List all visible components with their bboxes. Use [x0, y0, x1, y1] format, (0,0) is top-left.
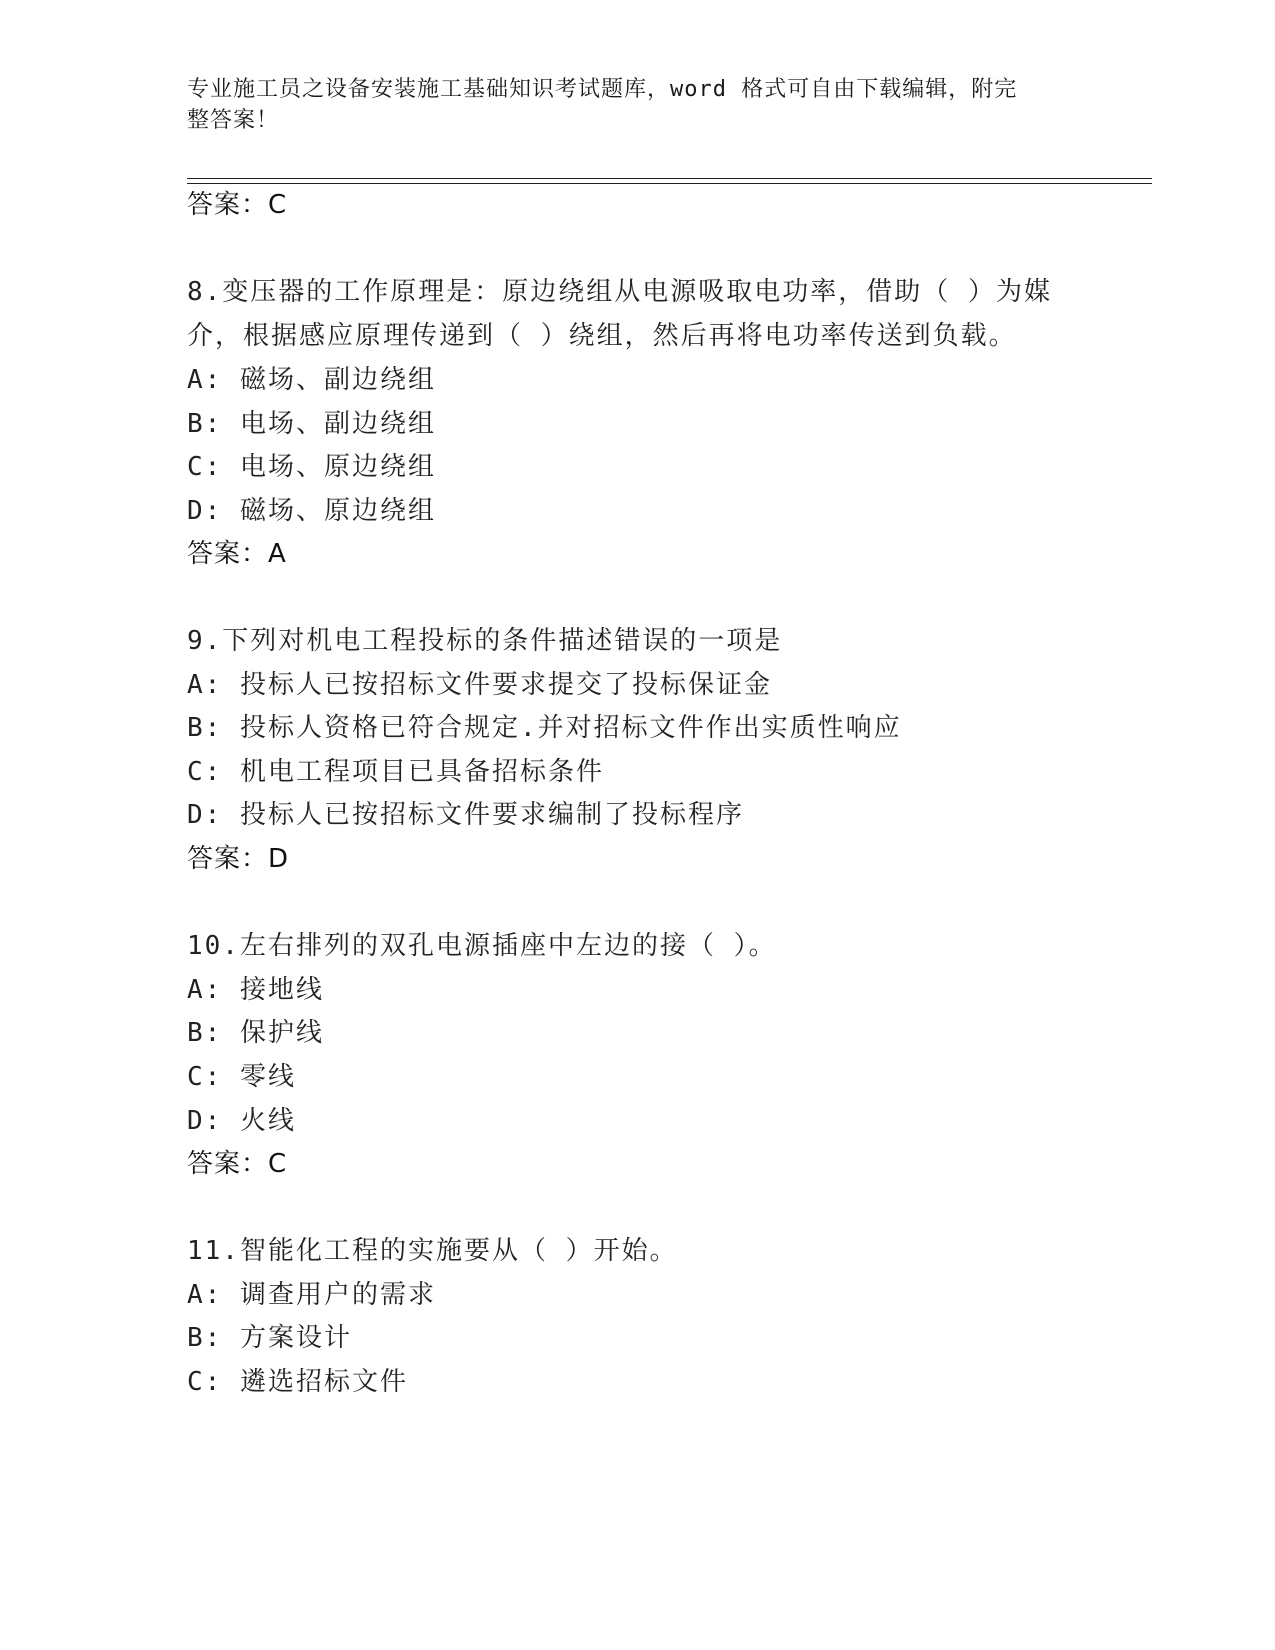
option-b: B: 投标人资格已符合规定.并对招标文件作出实质性响应	[187, 713, 902, 743]
option-a: A: 接地线	[187, 975, 324, 1005]
answer-label: 答案：A	[187, 539, 287, 569]
option-c: C: 电场、原边绕组	[187, 452, 436, 482]
question-stem-continued: 介，根据感应原理传递到（ ）绕组，然后再将电功率传送到负载。	[187, 321, 1017, 351]
option-a: A: 投标人已按招标文件要求提交了投标保证金	[187, 670, 772, 700]
option-c: C: 零线	[187, 1062, 296, 1092]
question-stem: 11.智能化工程的实施要从（ ）开始。	[187, 1236, 678, 1266]
option-c: C: 遴选招标文件	[187, 1367, 408, 1397]
question-stem: 9.下列对机电工程投标的条件描述错误的一项是	[187, 626, 783, 656]
answer-label: 答案：C	[187, 190, 288, 220]
option-a: A: 磁场、副边绕组	[187, 365, 436, 395]
document-header	[187, 74, 1067, 136]
header-divider-top	[187, 178, 1152, 179]
option-d: D: 磁场、原边绕组	[187, 496, 436, 526]
answer-label: 答案：D	[187, 844, 290, 874]
option-b: B: 方案设计	[187, 1323, 352, 1353]
question-stem: 10.左右排列的双孔电源插座中左边的接（ ）。	[187, 931, 777, 961]
option-c: C: 机电工程项目已具备招标条件	[187, 757, 604, 787]
header-line-2: 整答案！	[187, 108, 280, 133]
header-line-1: 专业施工员之设备安装施工基础知识考试题库，word 格式可自由下载编辑，附完	[187, 77, 1018, 102]
option-d: D: 火线	[187, 1106, 296, 1136]
option-b: B: 保护线	[187, 1018, 324, 1048]
header-divider-bottom	[187, 183, 1152, 184]
question-stem: 8.变压器的工作原理是：原边绕组从电源吸取电功率，借助（ ）为媒	[187, 277, 1052, 307]
option-d: D: 投标人已按招标文件要求编制了投标程序	[187, 800, 744, 830]
option-b: B: 电场、副边绕组	[187, 409, 436, 439]
option-a: A: 调查用户的需求	[187, 1280, 436, 1310]
answer-label: 答案：C	[187, 1149, 288, 1179]
